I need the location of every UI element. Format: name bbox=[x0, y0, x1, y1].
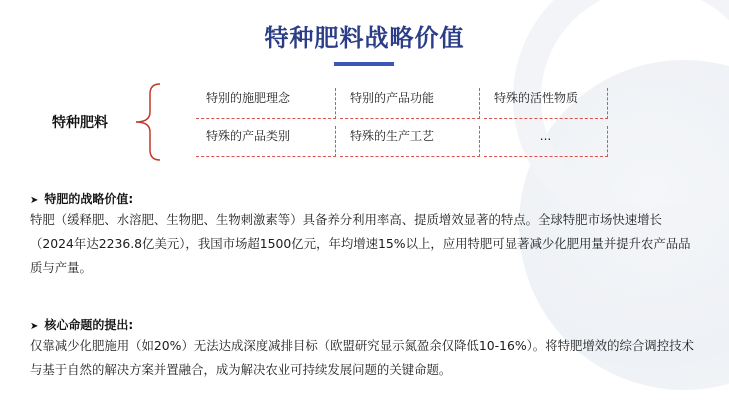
grid-cell: 特别的产品功能 bbox=[340, 88, 480, 119]
section-heading bbox=[30, 316, 133, 333]
diagram-label: 特种肥料 bbox=[52, 115, 108, 131]
title-underline bbox=[334, 62, 394, 66]
grid-cell: ... bbox=[484, 126, 608, 157]
grid-cell: 特别的施肥理念 bbox=[196, 88, 336, 119]
section-heading bbox=[30, 190, 133, 207]
grid-cell: 特殊的生产工艺 bbox=[340, 126, 480, 157]
grid-cell: 特殊的产品类别 bbox=[196, 126, 336, 157]
section-body: 特肥（缓释肥、水溶肥、生物肥、生物刺激素等）具备养分利用率高、提质增效显著的特点。全球特肥市场快速增长（2024年达2236.8亿美元），我国市场超1500亿元，年均增速15%以上，应用特肥可显著减少化肥用量并提升农产品品质与产量。 bbox=[30, 212, 691, 275]
arrow-bullet-icon: ➤ bbox=[30, 195, 39, 206]
section-heading-text: 特肥的战略价值: bbox=[44, 192, 134, 206]
section-body: 仅靠减少化肥施用（如20%）无法达成深度减排目标（欧盟研究显示氮盈余仅降低10-16%）。将特肥增效的综合调控技术与基于自然的解决方案并置融合，成为解决农业可持续发展问题的关键命题。 bbox=[30, 338, 694, 377]
slide-title: 特种肥料战略价值 bbox=[264, 24, 465, 52]
section-heading-text: 核心命题的提出: bbox=[44, 318, 134, 332]
arrow-bullet-icon: ➤ bbox=[30, 321, 39, 332]
feature-grid bbox=[196, 86, 608, 156]
curly-bracket bbox=[132, 82, 162, 162]
grid-cell: 特殊的活性物质 bbox=[484, 88, 608, 119]
